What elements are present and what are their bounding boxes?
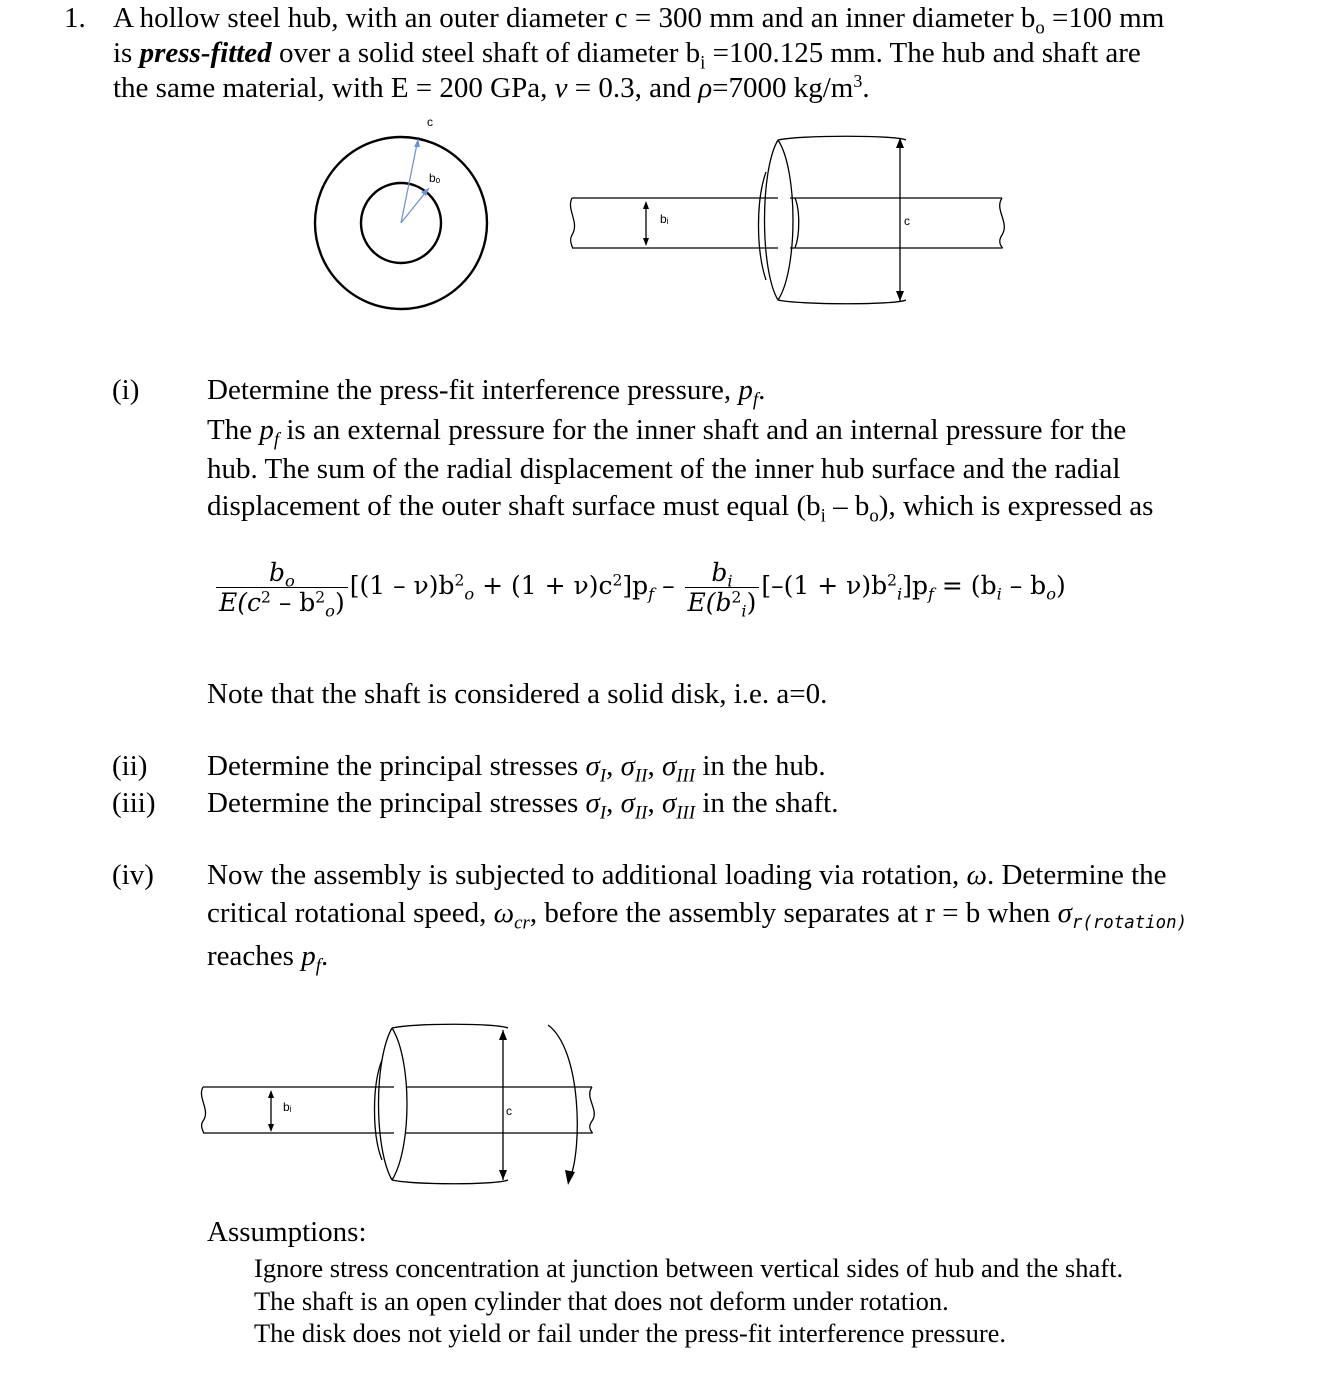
note-solid-disk: Note that the shaft is considered a solid disk, i.e. a=0. xyxy=(207,678,828,710)
problem-line-3: the same material, with E = 200 GPa, ν = 0.3, and ρ=7000 $kg/m^3$. xyxy=(113,71,870,104)
part-ii-text: Determine the principal stresses $\sigma_I$, $\sigma_{II}$, $\sigma_{III}$ in the hub. xyxy=(207,750,826,787)
equation-fraction-shaft: $\frac{b_i}{E(b^2_i)}$ xyxy=(685,558,760,617)
label-c-rotating: c xyxy=(506,1104,512,1118)
shaft-hub-side-figure xyxy=(560,130,1020,310)
press-fitted-emphasis: press-fitted xyxy=(139,37,272,69)
part-iv-line-1: Now the assembly is subjected to additional loading via rotation, ω. Determine the xyxy=(207,859,1167,891)
part-i-label: (i) xyxy=(112,374,140,406)
part-iv-label: (iv) xyxy=(112,859,154,891)
part-i-line-3: hub. The sum of the radial displacement of the inner hub surface and the radial xyxy=(207,453,1121,485)
label-bo: bₒ xyxy=(429,171,441,185)
part-iii-text: Determine the principal stresses $\sigma_I$, $\sigma_{II}$, $\sigma_{III}$ in the shaft. xyxy=(207,787,839,824)
part-i-line-1: Determine the press-fit interference pressure, $p_f$. xyxy=(207,374,766,411)
label-c-side: c xyxy=(904,214,910,228)
label-c-top: c xyxy=(427,115,433,129)
interference-equation: $\frac{b_o}{E(c^2 - b^2_o)}$ $[(1 - \nu)b^2_o + (1 + \nu)c^2]p_f$ – $\frac{b_i}{E(b^2_i)}$ $[-(1 + \nu)b^2_i]p_f = (b_i - b_o)$ xyxy=(214,558,1066,617)
label-bi: bᵢ xyxy=(660,212,669,226)
part-i-line-2: The $p_f$ is an external pressure for the inner shaft and an internal pressure for the xyxy=(207,414,1127,451)
label-bi-rotating: bᵢ xyxy=(283,1100,292,1114)
part-iv-line-2: critical rotational speed, $\omega_{cr}$, before the assembly separates at r = b when $\sigma_{r(rotation)}$ xyxy=(207,897,1188,934)
problem-line-1: A hollow steel hub, with an outer diameter c = 300 mm and an inner diameter $b_o =100$ mm xyxy=(113,2,1165,39)
part-i-line-4: displacement of the outer shaft surface must equal $(b_i - b_o)$, which is expressed as xyxy=(207,490,1154,527)
assumptions-title: Assumptions: xyxy=(207,1216,367,1248)
part-iii-label: (iii) xyxy=(112,787,156,819)
assumption-item: The disk does not yield or fail under the press-fit interference pressure. xyxy=(254,1318,1007,1348)
c-radius-line xyxy=(401,139,418,223)
equation-fraction-hub: $\frac{b_o}{E(c^2 - b^2_o)}$ xyxy=(216,558,348,617)
assumption-item: The shaft is an open cylinder that does not deform under rotation. xyxy=(254,1286,949,1316)
part-iv-line-3: reaches $p_f$. xyxy=(207,940,329,977)
problem-line-2: is press-fitted over a solid steel shaft of diameter $b_i =100.125$ mm. The hub and shaft are xyxy=(113,37,1141,74)
part-ii-label: (ii) xyxy=(112,750,148,782)
rotating-assembly-figure xyxy=(195,1020,615,1190)
problem-number: 1. xyxy=(64,2,86,34)
hub-cross-section-figure xyxy=(300,115,500,315)
assumption-item: Ignore stress concentration at junction between vertical sides of hub and the shaft. xyxy=(254,1253,1124,1283)
